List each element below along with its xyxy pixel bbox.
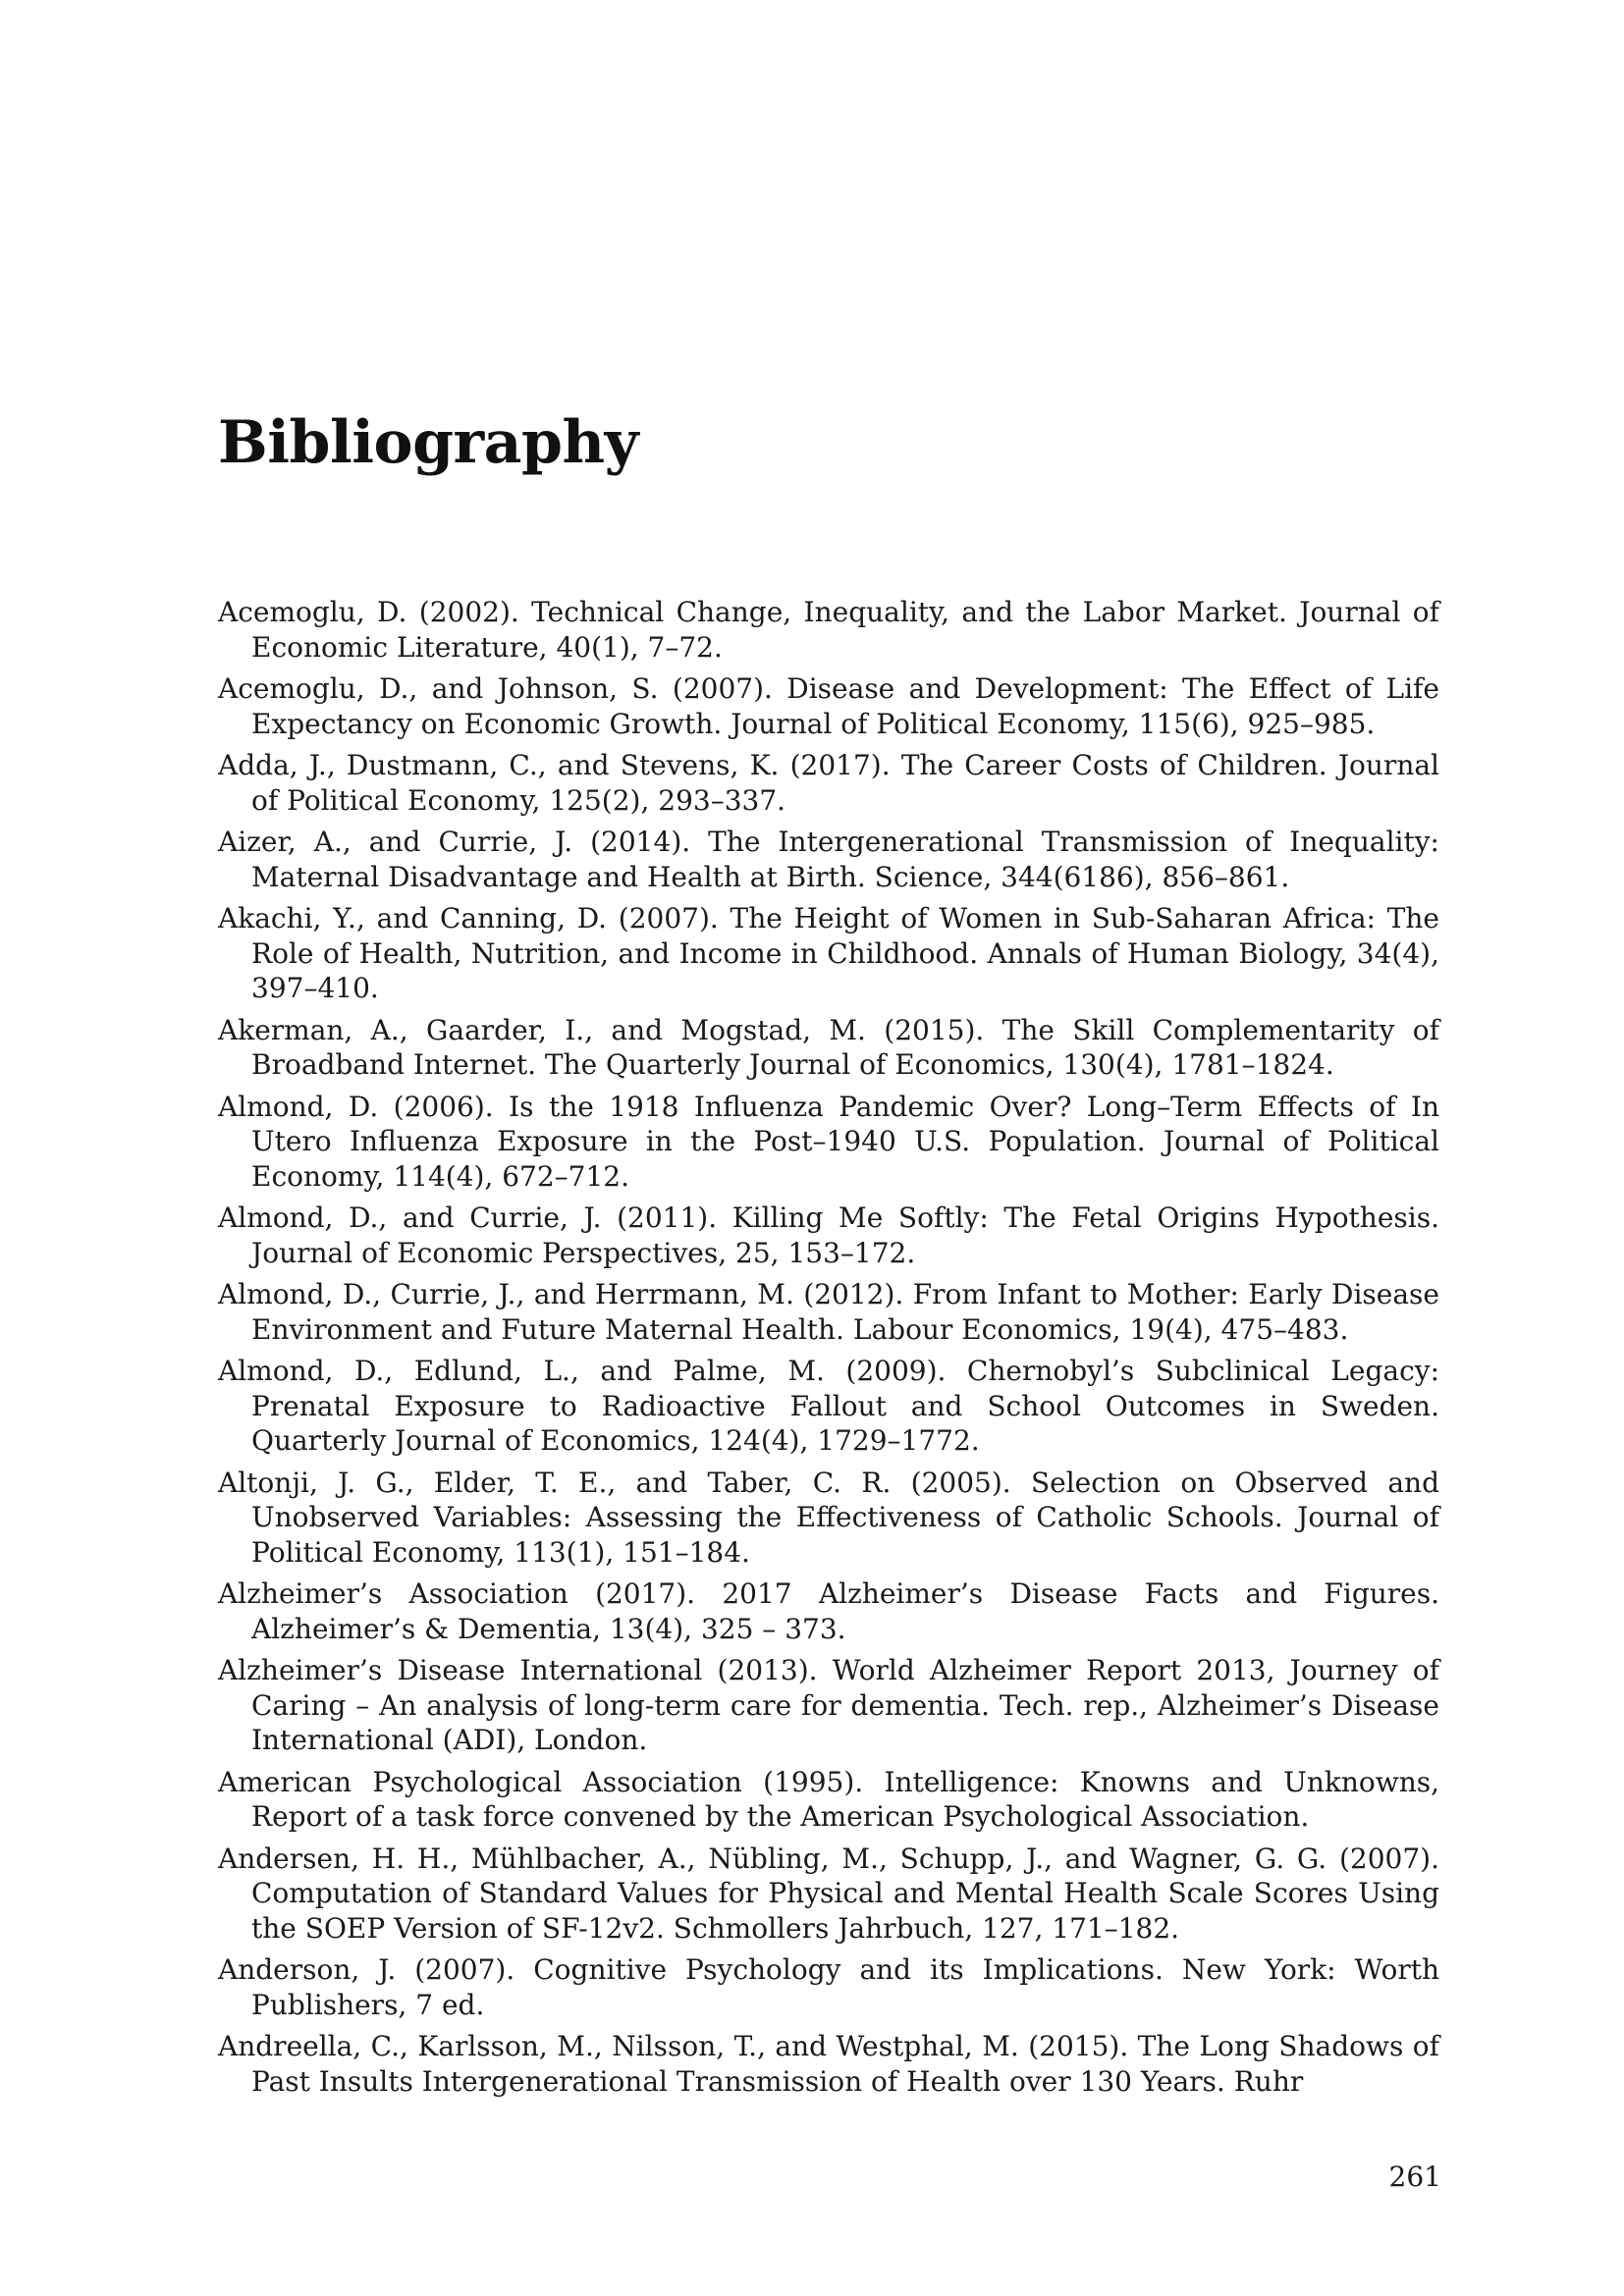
chapter-title: Bibliography [218, 408, 638, 477]
reference-item: Acemoglu, D., and Johnson, S. (2007). Disease and Development: The Effect of Life Expectancy on Economic Growth. Journal of Political Economy, 115(6), 925–985. [218, 672, 1439, 740]
reference-item: Almond, D., Edlund, L., and Palme, M. (2009). Chernobyl’s Subclinical Legacy: Prenatal Exposure to Radioactive Fallout and School Outcomes in Sweden. Quarterly Journal of Economics, 124(4), 1729–1772. [218, 1355, 1439, 1457]
reference-item: American Psychological Association (1995). Intelligence: Knowns and Unknowns, Report of a task force convened by the American Psychological Association. [218, 1765, 1439, 1833]
reference-item: Alzheimer’s Association (2017). 2017 Alzheimer’s Disease Facts and Figures. Alzheimer’s & Dementia, 13(4), 325 – 373. [218, 1577, 1439, 1645]
page-number: 261 [1388, 2161, 1441, 2193]
reference-item: Almond, D., Currie, J., and Herrmann, M. (2012). From Infant to Mother: Early Disease Environment and Future Maternal Health. Labour Economics, 19(4), 475–483. [218, 1278, 1439, 1346]
reference-item: Akachi, Y., and Canning, D. (2007). The Height of Women in Sub-Saharan Africa: The Role of Health, Nutrition, and Income in Childhood. Annals of Human Biology, 34(4), 397–410. [218, 902, 1439, 1004]
reference-item: Almond, D., and Currie, J. (2011). Killing Me Softly: The Fetal Origins Hypothesis. Journal of Economic Perspectives, 25, 153–172. [218, 1201, 1439, 1269]
reference-item: Almond, D. (2006). Is the 1918 Influenza Pandemic Over? Long–Term Effects of In Utero Influenza Exposure in the Post–1940 U.S. Population. Journal of Political Economy, 114(4), 672–712. [218, 1090, 1439, 1193]
reference-item: Andreella, C., Karlsson, M., Nilsson, T., and Westphal, M. (2015). The Long Shadows of Past Insults Intergenerational Transmission of Health over 130 Years. Ruhr [218, 2030, 1439, 2098]
reference-item: Alzheimer’s Disease International (2013). World Alzheimer Report 2013, Journey of Caring – An analysis of long-term care for dementia. Tech. rep., Alzheimer’s Disease International (ADI), London. [218, 1654, 1439, 1756]
reference-item: Acemoglu, D. (2002). Technical Change, Inequality, and the Labor Market. Journal of Economic Literature, 40(1), 7–72. [218, 596, 1439, 664]
reference-item: Aizer, A., and Currie, J. (2014). The Intergenerational Transmission of Inequality: Maternal Disadvantage and Health at Birth. Science, 344(6186), 856–861. [218, 826, 1439, 893]
reference-item: Akerman, A., Gaarder, I., and Mogstad, M. (2015). The Skill Complementarity of Broadband Internet. The Quarterly Journal of Economics, 130(4), 1781–1824. [218, 1013, 1439, 1081]
reference-list [218, 595, 1439, 2106]
reference-item: Altonji, J. G., Elder, T. E., and Taber, C. R. (2005). Selection on Observed and Unobserved Variables: Assessing the Effectiveness of Catholic Schools. Journal of Political Economy, 113(1), 151–184. [218, 1466, 1439, 1569]
reference-item: Andersen, H. H., Mühlbacher, A., Nübling, M., Schupp, J., and Wagner, G. G. (2007). Computation of Standard Values for Physical and Mental Health Scale Scores Using the SOEP Version of SF-12v2. Schmollers Jahrbuch, 127, 171–182. [218, 1842, 1439, 1945]
reference-item: Anderson, J. (2007). Cognitive Psychology and its Implications. New York: Worth Publishers, 7 ed. [218, 1953, 1439, 2021]
reference-item: Adda, J., Dustmann, C., and Stevens, K. (2017). The Career Costs of Children. Journal of Political Economy, 125(2), 293–337. [218, 749, 1439, 817]
